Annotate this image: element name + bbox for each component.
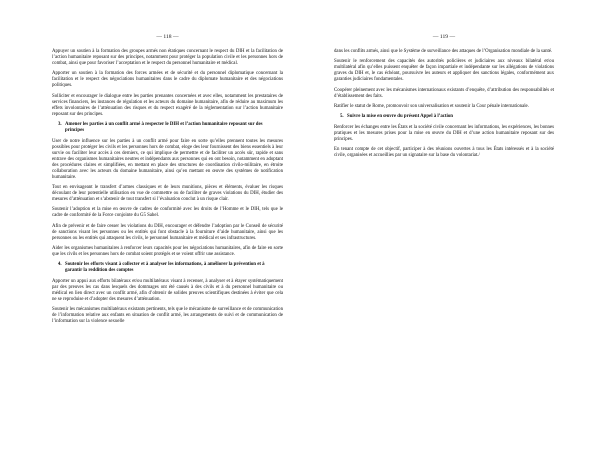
right-paragraph: dans les conflits armés, ainsi que le Système de surveillance des attaques de l’Organisation mondiale de la santé. <box>334 49 553 54</box>
page-number-right: — 119 — <box>432 34 456 40</box>
left-paragraph: Afin de prévenir et de faire cesser les violations du DIH, encourager et défendre l’adoption par le Conseil de sécurité de sanctions visant les personnes ou les entités qui font obstacle à la fourniture d’aide humanitaire, ainsi que les personnes ou les entités qui attaquent les civils, le personnel humanitaire et médical et ses infrastructures. <box>52 223 283 241</box>
section-number: 3. <box>58 122 62 128</box>
left-paragraph: User de notre influence sur les parties à un conflit armé pour faire en sorte qu’elles prennent toutes les mesures possibles pour protéger les civils et les personnes hors de combat, eloge des leur fournissent des biens essentiels à leur survie ou faciliter leur accès à ces derniers, ce qui implique de permettre et de faciliter un accès sûr, rapide et sans entrave des organismes humanitaires neutres et indépendants aux personnes qui en ont besoin, notamment en adoptant des procédures claires et simplifiées, en mettant en place des structures de coordination civilo-militaire, en étroite collaboration avec les acteurs du domaine humanitaire, ainsi qu’en mettant en œuvre des systèmes de notification humanitaire. <box>52 138 283 180</box>
right-section-heading <box>334 114 554 120</box>
right-paragraph: En tenant compte de cet objectif, participer à des réunions ouvertes à tous les États intéressés et à la société civile, organisées et accueillies par un signataire sur la base du volontariat./ <box>334 146 554 158</box>
left-paragraph: Aider les organismes humanitaires à renforcer leurs capacités pour les négociations humanitaires, afin de faire en sorte que les civils et les personnes hors de combat soient protégés et se voient offrir une assistance. <box>52 245 283 258</box>
left-paragraph: Soutenir l’adoption et la mise en œuvre de cadres de conformité avec les droits de l’Homme et le DIH, tels que le cadre de conformité de la Force conjointe du G5 Sahel. <box>52 207 283 219</box>
right-page <box>334 0 554 449</box>
section-number: 5. <box>340 114 344 120</box>
left-section-heading <box>52 262 283 274</box>
left-paragraph: Apporter un soutien à la formation des forces armées et de sécurité et du personnel diplomatique concernant la facilitation et le respect des négociations humanitaires dans le cadre du diplomate humanitaire et des négociations politiques. <box>52 71 283 89</box>
section-title: Soutenir les efforts visant à collecter et à analyser les informations, à améliorer la prévention et à garantir la reddition des comptes <box>65 262 265 274</box>
left-paragraph: Solliciter et encourager le dialogue entre les parties prenantes concernées et avec elles, notamment les prestataires de services financiers, les instances de régulation et les acteurs du domaine humanitaire, afin de réduire au maximum les effets involontaires de l’atténuation des risques et du respect exagéré de la réglementation sur l’action humanitaire reposant sur des principes. <box>52 93 283 117</box>
left-page-body <box>52 49 283 325</box>
page-number-left: — 118 — <box>156 34 179 40</box>
right-paragraph: Coopérer pleinement avec les mécanismes internationaux existants d’enquête, d’attribution des responsabilités et d’établissement des faits. <box>334 87 554 99</box>
section-title: Amener les parties à un conflit armé à respecter le DIH et l’action humanitaire reposant sur des principes <box>65 122 263 134</box>
right-page-body <box>334 49 554 159</box>
section-number: 4. <box>58 262 62 268</box>
left-paragraph: Soutenir les mécanismes multilatéraux existants pertinents, tels que le mécanisme de surveillance et de communication de l’information relative aux enfants en situation de conflit armé, les arrangements de suivi et de communication de l’information sur la violence sexuelle <box>52 307 283 325</box>
section-title: Suivre la mise en œuvre du présent Appel à l’action <box>347 114 453 120</box>
right-paragraph: Soutenir le renforcement des capacités des autorités policières et judiciaires aux niveaux bilatéral et/ou multilatéral afin qu’elles puissent enquêter de façon impartiale et indépendante sur les allégations de violations graves du DIH et, le cas échéant, poursuivre les auteurs et appliquer des sanctions légales, conformément aux garanties judiciaires fondamentales. <box>334 59 554 83</box>
left-section-heading <box>52 122 283 134</box>
left-paragraph: Appuyer un soutien à la formation des groupes armés non étatiques concernant le respect du DIH et la facilitation de l’action humanitaire reposant sur des principes, notamment pour protéger la population civile et les personnes hors de combat, ainsi que pour favoriser l’acceptation et le respect du personnel humanitaire et médical. <box>52 49 283 67</box>
right-paragraph: Ratifier le statut de Rome, promouvoir son universalisation et soutenir la Cour pénale internationale. <box>334 103 529 109</box>
right-paragraph: Renforcer les échanges entre les États et la société civile concernant les informations, les expériences, les bonnes pratiques et les mesures prises pour la mise en œuvre du DIH et d’une action humanitaire reposant sur des principes. <box>334 124 554 142</box>
left-paragraph: Tout en envisageant le transfert d’armes classiques et de leurs munitions, pièces et éléments, évaluer les risques découlant de leur potentielle utilisation en vue de commettre ou de faciliter de graves violations du DIH, étudier des mesures d’atténuation et s’abstenir de tout transfert si l’évaluation conclut à un risque clair. <box>52 185 283 203</box>
left-page <box>52 0 283 449</box>
left-paragraph: Apporter un appui aux efforts bilatéraux et/ou multilatéraux visant à recenser, à analyser et à étayer systématiquement par des preuves les cas dans lesquels des dommages ont été causés à des civils et à du personnel humanitaire ou médical en lien direct avec un conflit armé, afin d’obtenir de solides preuves scientifiques destinées à éviter que cela ne se reproduise et d’adopter des mesures d’atténuation. <box>52 278 283 302</box>
